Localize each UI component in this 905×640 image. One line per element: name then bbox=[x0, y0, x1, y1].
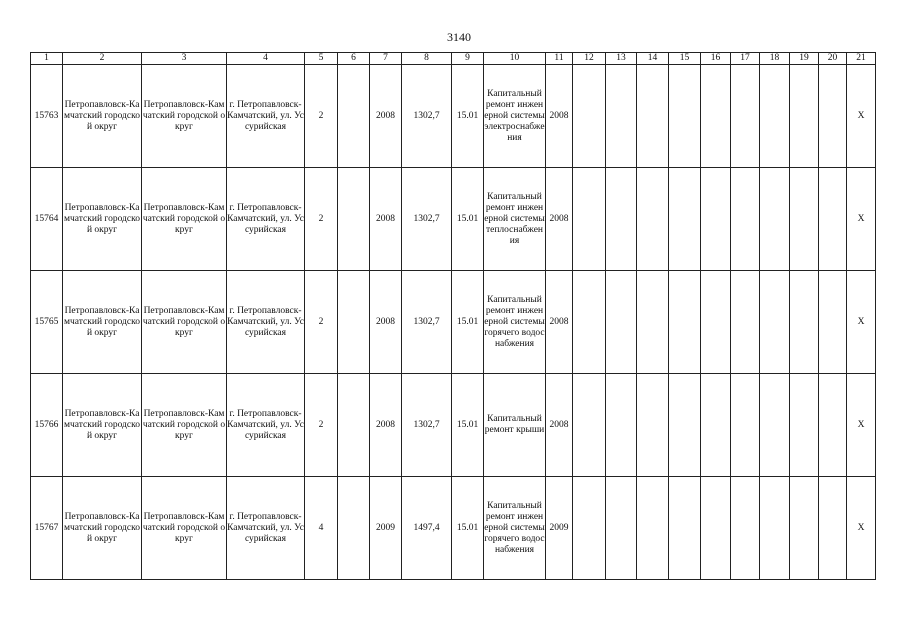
column-15-cell bbox=[669, 477, 701, 580]
column-13-cell bbox=[606, 65, 637, 168]
record-id-cell: 15765 bbox=[31, 271, 63, 374]
column-16-cell bbox=[701, 477, 731, 580]
column-19-cell bbox=[790, 477, 819, 580]
planned-year-cell: 2008 bbox=[546, 65, 573, 168]
column-16-cell bbox=[701, 374, 731, 477]
settlement-cell: Петропавловск-Камчатский городской округ bbox=[142, 168, 227, 271]
year-cell: 2009 bbox=[370, 477, 402, 580]
column-15-cell bbox=[669, 374, 701, 477]
column-20-cell bbox=[819, 374, 847, 477]
code-cell: 15.01 bbox=[452, 374, 484, 477]
planned-year-cell: 2008 bbox=[546, 168, 573, 271]
column-12-cell bbox=[573, 477, 606, 580]
column-number: 3 bbox=[142, 53, 227, 65]
table-row bbox=[31, 477, 876, 580]
column-number: 11 bbox=[546, 53, 573, 65]
address-cell: г. Петропавловск-Камчатский, ул. Уссурийская bbox=[227, 65, 305, 168]
address-cell: г. Петропавловск-Камчатский, ул. Уссурийская bbox=[227, 374, 305, 477]
column-20-cell bbox=[819, 168, 847, 271]
column-12-cell bbox=[573, 168, 606, 271]
planned-year-cell: 2008 bbox=[546, 271, 573, 374]
column-12-cell bbox=[573, 374, 606, 477]
area-cell: 1302,7 bbox=[402, 168, 452, 271]
municipality-cell: Петропавловск-Камчатский городской округ bbox=[63, 374, 142, 477]
mark-cell: X bbox=[847, 168, 876, 271]
settlement-cell: Петропавловск-Камчатский городской округ bbox=[142, 271, 227, 374]
column-6-cell bbox=[338, 168, 370, 271]
column-number: 5 bbox=[305, 53, 338, 65]
work-type-cell: Капитальный ремонт инженерной системы горячего водоснабжения bbox=[484, 477, 546, 580]
table-row bbox=[31, 168, 876, 271]
year-cell: 2008 bbox=[370, 65, 402, 168]
column-6-cell bbox=[338, 65, 370, 168]
column-13-cell bbox=[606, 477, 637, 580]
column-number: 12 bbox=[573, 53, 606, 65]
column-12-cell bbox=[573, 65, 606, 168]
column-number: 9 bbox=[452, 53, 484, 65]
municipality-cell: Петропавловск-Камчатский городской округ bbox=[63, 168, 142, 271]
settlement-cell: Петропавловск-Камчатский городской округ bbox=[142, 65, 227, 168]
column-16-cell bbox=[701, 168, 731, 271]
column-16-cell bbox=[701, 65, 731, 168]
column-19-cell bbox=[790, 65, 819, 168]
work-type-cell: Капитальный ремонт инженерной системы теплоснабжения bbox=[484, 168, 546, 271]
record-id-cell: 15766 bbox=[31, 374, 63, 477]
column-number: 21 bbox=[847, 53, 876, 65]
column-number: 8 bbox=[402, 53, 452, 65]
work-type-cell: Капитальный ремонт инженерной системы электроснабжения bbox=[484, 65, 546, 168]
column-19-cell bbox=[790, 168, 819, 271]
column-14-cell bbox=[637, 374, 669, 477]
column-6-cell bbox=[338, 477, 370, 580]
planned-year-cell: 2009 bbox=[546, 477, 573, 580]
column-14-cell bbox=[637, 65, 669, 168]
column-20-cell bbox=[819, 65, 847, 168]
column-14-cell bbox=[637, 477, 669, 580]
column-18-cell bbox=[760, 168, 790, 271]
planned-year-cell: 2008 bbox=[546, 374, 573, 477]
registry-table bbox=[30, 52, 876, 580]
column-18-cell bbox=[760, 374, 790, 477]
column-number: 14 bbox=[637, 53, 669, 65]
column-17-cell bbox=[731, 168, 760, 271]
column-number: 4 bbox=[227, 53, 305, 65]
column-13-cell bbox=[606, 374, 637, 477]
column-20-cell bbox=[819, 271, 847, 374]
address-cell: г. Петропавловск-Камчатский, ул. Уссурийская bbox=[227, 168, 305, 271]
table-row bbox=[31, 271, 876, 374]
code-cell: 15.01 bbox=[452, 477, 484, 580]
year-cell: 2008 bbox=[370, 168, 402, 271]
municipality-cell: Петропавловск-Камчатский городской округ bbox=[63, 65, 142, 168]
area-cell: 1497,4 bbox=[402, 477, 452, 580]
code-cell: 15.01 bbox=[452, 271, 484, 374]
column-17-cell bbox=[731, 374, 760, 477]
column-14-cell bbox=[637, 168, 669, 271]
column-6-cell bbox=[338, 271, 370, 374]
column-5-cell: 2 bbox=[305, 65, 338, 168]
column-6-cell bbox=[338, 374, 370, 477]
work-type-cell: Капитальный ремонт инженерной системы горячего водоснабжения bbox=[484, 271, 546, 374]
mark-cell: X bbox=[847, 374, 876, 477]
column-15-cell bbox=[669, 65, 701, 168]
column-number: 16 bbox=[701, 53, 731, 65]
column-number: 19 bbox=[790, 53, 819, 65]
table-row bbox=[31, 65, 876, 168]
column-12-cell bbox=[573, 271, 606, 374]
area-cell: 1302,7 bbox=[402, 65, 452, 168]
mark-cell: X bbox=[847, 271, 876, 374]
column-5-cell: 4 bbox=[305, 477, 338, 580]
column-number: 13 bbox=[606, 53, 637, 65]
column-18-cell bbox=[760, 271, 790, 374]
area-cell: 1302,7 bbox=[402, 271, 452, 374]
year-cell: 2008 bbox=[370, 271, 402, 374]
settlement-cell: Петропавловск-Камчатский городской округ bbox=[142, 477, 227, 580]
column-15-cell bbox=[669, 271, 701, 374]
record-id-cell: 15763 bbox=[31, 65, 63, 168]
code-cell: 15.01 bbox=[452, 65, 484, 168]
municipality-cell: Петропавловск-Камчатский городской округ bbox=[63, 271, 142, 374]
table-row bbox=[31, 374, 876, 477]
column-19-cell bbox=[790, 374, 819, 477]
column-14-cell bbox=[637, 271, 669, 374]
column-17-cell bbox=[731, 65, 760, 168]
mark-cell: X bbox=[847, 477, 876, 580]
mark-cell: X bbox=[847, 65, 876, 168]
column-number: 7 bbox=[370, 53, 402, 65]
column-number: 18 bbox=[760, 53, 790, 65]
work-type-cell: Капитальный ремонт крыши bbox=[484, 374, 546, 477]
area-cell: 1302,7 bbox=[402, 374, 452, 477]
municipality-cell: Петропавловск-Камчатский городской округ bbox=[63, 477, 142, 580]
column-number: 10 bbox=[484, 53, 546, 65]
column-5-cell: 2 bbox=[305, 374, 338, 477]
column-19-cell bbox=[790, 271, 819, 374]
column-13-cell bbox=[606, 271, 637, 374]
column-5-cell: 2 bbox=[305, 168, 338, 271]
column-16-cell bbox=[701, 271, 731, 374]
year-cell: 2008 bbox=[370, 374, 402, 477]
column-17-cell bbox=[731, 477, 760, 580]
address-cell: г. Петропавловск-Камчатский, ул. Уссурийская bbox=[227, 477, 305, 580]
code-cell: 15.01 bbox=[452, 168, 484, 271]
column-18-cell bbox=[760, 477, 790, 580]
settlement-cell: Петропавловск-Камчатский городской округ bbox=[142, 374, 227, 477]
page-number: 3140 bbox=[447, 30, 471, 44]
column-15-cell bbox=[669, 168, 701, 271]
column-number: 1 bbox=[31, 53, 63, 65]
column-number: 17 bbox=[731, 53, 760, 65]
column-number: 15 bbox=[669, 53, 701, 65]
record-id-cell: 15764 bbox=[31, 168, 63, 271]
column-number: 2 bbox=[63, 53, 142, 65]
column-18-cell bbox=[760, 65, 790, 168]
column-number: 20 bbox=[819, 53, 847, 65]
column-13-cell bbox=[606, 168, 637, 271]
record-id-cell: 15767 bbox=[31, 477, 63, 580]
column-number: 6 bbox=[338, 53, 370, 65]
column-number-row bbox=[31, 53, 876, 65]
column-20-cell bbox=[819, 477, 847, 580]
address-cell: г. Петропавловск-Камчатский, ул. Уссурийская bbox=[227, 271, 305, 374]
column-5-cell: 2 bbox=[305, 271, 338, 374]
column-17-cell bbox=[731, 271, 760, 374]
